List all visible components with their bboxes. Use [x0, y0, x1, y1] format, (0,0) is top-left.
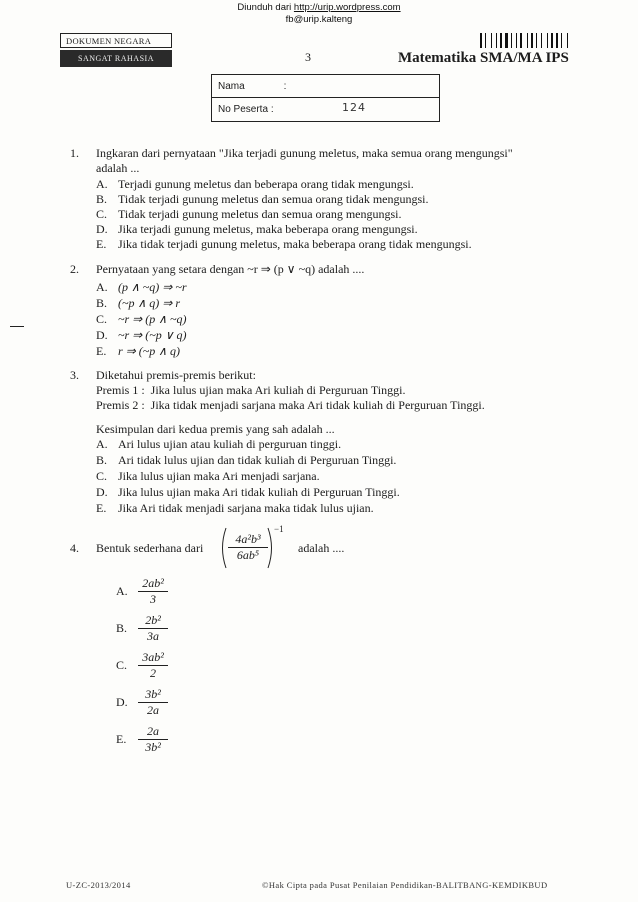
- option-text: Ari tidak lulus ujian dan tidak kuliah di Perguruan Tinggi.: [118, 453, 397, 467]
- option-letter: E.: [96, 501, 107, 515]
- q2-option: [96, 296, 180, 311]
- barcode-bar: [549, 33, 550, 48]
- footer-copyright: ©Hak Cipta pada Pusat Penilaian Pendidikan-BALITBANG-KEMDIKBUD: [262, 880, 548, 890]
- barcode-bar: [531, 33, 533, 48]
- q3-option: [96, 437, 341, 452]
- option-letter: C.: [116, 658, 128, 672]
- option-letter: B.: [96, 453, 108, 467]
- q2-number: 2.: [70, 262, 79, 276]
- q1-option: [96, 237, 472, 252]
- option-letter: C.: [96, 469, 108, 483]
- option-letter: B.: [96, 192, 108, 206]
- option-fraction: $\frac{\text{2b²}}{3a}$: [138, 613, 168, 644]
- barcode-bar: [534, 33, 535, 48]
- option-text: Jika lulus ujian maka Ari menjadi sarjana.: [118, 469, 320, 483]
- option-fraction: $\frac{\text{2ab²}}{3}$: [138, 576, 168, 607]
- q2-option: [96, 312, 186, 327]
- barcode-icon: [480, 33, 578, 48]
- q4-option: [116, 576, 168, 607]
- q3-option: [96, 469, 320, 484]
- barcode-bar: [569, 33, 571, 48]
- option-letter: D.: [116, 695, 128, 709]
- barcode-bar: [518, 33, 519, 48]
- page-number: 3: [305, 50, 311, 64]
- secret-label: SANGAT RAHASIA: [60, 50, 172, 67]
- option-text: ~r ⇒ (~p ∨ q): [118, 328, 187, 342]
- barcode-bar: [480, 33, 482, 48]
- barcode-bar: [523, 33, 526, 48]
- barcode-bar: [500, 33, 502, 48]
- option-letter: D.: [96, 485, 108, 499]
- barcode-bar: [505, 33, 508, 48]
- q3-option: [96, 501, 374, 516]
- participant-id-box: [211, 74, 440, 122]
- barcode-bar: [559, 33, 560, 48]
- margin-mark: [10, 326, 24, 327]
- q2-option: [96, 328, 186, 343]
- q4-exponent: −1: [274, 524, 284, 534]
- option-text: Jika lulus ujian maka Ari tidak kuliah di Perguruan Tinggi.: [118, 485, 400, 499]
- download-source: [0, 2, 638, 26]
- barcode-bar: [567, 33, 568, 48]
- option-text: Terjadi gunung meletus dan beberapa orang tidak mengungsi.: [118, 177, 414, 191]
- doc-label: DOKUMEN NEGARA: [60, 33, 172, 48]
- option-fraction: $\frac{\text{3ab²}}{2}$: [138, 650, 168, 681]
- barcode-bar: [511, 33, 512, 48]
- q3-stem: Diketahui premis-premis berikut:: [96, 368, 256, 382]
- q1-option: [96, 177, 414, 192]
- q1-option: [96, 192, 429, 207]
- barcode-bar: [509, 33, 510, 48]
- barcode-bar: [556, 33, 558, 48]
- barcode-bar: [516, 33, 517, 48]
- option-letter: E.: [96, 344, 107, 358]
- option-letter: B.: [96, 296, 108, 310]
- option-text: Ari lulus ujian atau kuliah di perguruan tinggi.: [118, 437, 342, 451]
- download-label: Diunduh dari: [237, 2, 292, 13]
- option-letter: E.: [116, 732, 127, 746]
- participant-label: No Peserta :: [218, 104, 274, 115]
- barcode-bar: [551, 33, 553, 48]
- option-letter: D.: [96, 222, 108, 236]
- option-fraction: $\frac{\text{3b²}}{2a}$: [138, 687, 168, 718]
- barcode-bar: [485, 33, 486, 48]
- barcode-bar: [529, 33, 530, 48]
- barcode-bar: [487, 33, 490, 48]
- q1-option: [96, 207, 402, 222]
- barcode-bar: [496, 33, 497, 48]
- barcode-bar: [541, 33, 542, 48]
- barcode-bar: [498, 33, 499, 48]
- barcode-bar: [483, 33, 484, 48]
- participant-number-handwritten: 124: [342, 101, 366, 114]
- option-text: (p ∧ ~q) ⇒ ~r: [118, 280, 187, 294]
- option-text: Jika tidak terjadi gunung meletus, maka beberapa orang tidak mengungsi.: [118, 237, 472, 251]
- q4-stem-post: adalah ....: [298, 541, 345, 555]
- option-letter: A.: [96, 177, 108, 191]
- option-text: (~p ∧ q) ⇒ r: [118, 296, 180, 310]
- name-label: Nama :: [218, 81, 287, 92]
- barcode-bar: [503, 33, 504, 48]
- q1-option: [96, 222, 418, 237]
- barcode-bar: [491, 33, 492, 48]
- barcode-bar: [547, 33, 548, 48]
- q1-stem: Ingkaran dari pernyataan "Jika terjadi gunung meletus, maka semua orang mengungsi": [96, 146, 513, 160]
- option-letter: C.: [96, 207, 108, 221]
- option-text: Jika Ari tidak menjadi sarjana maka tidak lulus ujian.: [118, 501, 374, 515]
- barcode-bar: [513, 33, 515, 48]
- option-letter: D.: [96, 328, 108, 342]
- option-text: ~r ⇒ (p ∧ ~q): [118, 312, 187, 326]
- q3-conclusion: Kesimpulan dari kedua premis yang sah adalah ...: [96, 422, 335, 436]
- q3-option: [96, 453, 396, 468]
- option-letter: C.: [96, 312, 108, 326]
- q3-premis-2: Premis 2 : Jika tidak menjadi sarjana maka Ari tidak kuliah di Perguruan Tinggi.: [96, 398, 485, 412]
- q1-stem-cont: adalah ...: [96, 161, 140, 175]
- q4-option: [116, 687, 168, 718]
- q1-number: 1.: [70, 146, 79, 160]
- barcode-bar: [493, 33, 495, 48]
- q4-option: [116, 613, 168, 644]
- barcode-bar: [563, 33, 566, 48]
- option-letter: E.: [96, 237, 107, 251]
- barcode-bar: [520, 33, 522, 48]
- barcode-bar: [538, 33, 540, 48]
- q2-option: [96, 280, 186, 295]
- q2-option: [96, 344, 180, 359]
- option-letter: A.: [116, 584, 128, 598]
- option-letter: B.: [116, 621, 128, 635]
- q4-number: 4.: [70, 541, 79, 555]
- q3-premis-1: Premis 1 : Jika lulus ujian maka Ari kuliah di Perguruan Tinggi.: [96, 383, 406, 397]
- download-link[interactable]: http://urip.wordpress.com: [293, 2, 401, 13]
- option-letter: A.: [96, 280, 108, 294]
- q4-fraction: $\frac{\text{4a²b³}}{\text{6ab⁵}}$: [228, 532, 268, 563]
- q4-stem-pre: Bentuk sederhana dari: [96, 541, 204, 555]
- barcode-bar: [543, 33, 546, 48]
- q4-option: [116, 650, 168, 681]
- option-text: Tidak terjadi gunung meletus dan semua orang mengungsi.: [118, 207, 402, 221]
- option-text: r ⇒ (~p ∧ q): [118, 344, 180, 358]
- q3-option: [96, 485, 400, 500]
- barcode-bar: [561, 33, 562, 48]
- barcode-bar: [554, 33, 555, 48]
- option-fraction: $\frac{2a}{\text{3b²}}$: [138, 724, 168, 755]
- barcode-bar: [536, 33, 537, 48]
- option-text: Tidak terjadi gunung meletus dan semua orang tidak mengungsi.: [118, 192, 429, 206]
- footer-code: U-ZC-2013/2014: [66, 880, 131, 890]
- q4-expression: [218, 524, 284, 568]
- q3-number: 3.: [70, 368, 79, 382]
- subject-title: Matematika SMA/MA IPS: [398, 50, 569, 66]
- q2-stem: Pernyataan yang setara dengan ~r ⇒ (p ∨ ~q) adalah ....: [96, 262, 365, 276]
- facebook-handle: fb@urip.kalteng: [285, 14, 353, 25]
- q4-option: [116, 724, 168, 755]
- option-letter: A.: [96, 437, 108, 451]
- barcode-bar: [527, 33, 528, 48]
- option-text: Jika terjadi gunung meletus, maka beberapa orang mengungsi.: [118, 222, 418, 236]
